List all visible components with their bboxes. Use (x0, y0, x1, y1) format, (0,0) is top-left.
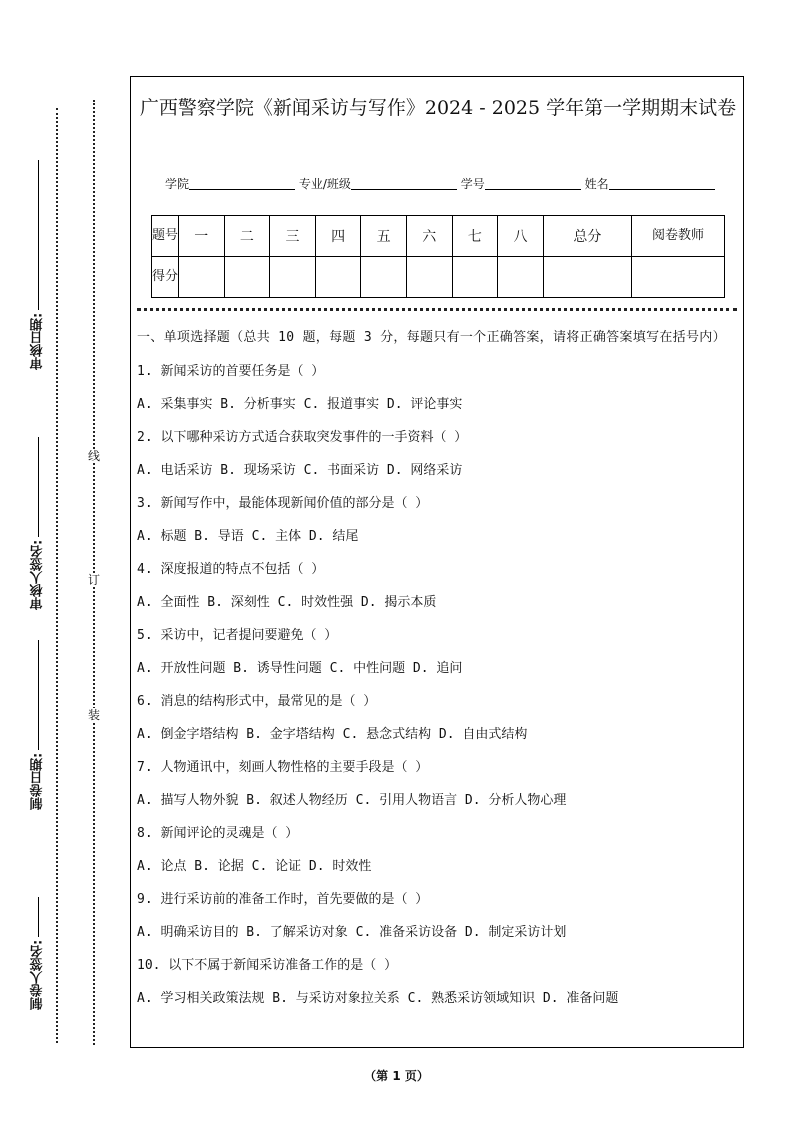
exam-date-text: 制卷日期: (30, 752, 46, 810)
score-cell[interactable] (270, 257, 316, 298)
question-7: 7. 人物通讯中，刻画人物性格的主要手段是（ ） (137, 760, 429, 775)
section-1-heading: 一、单项选择题（总共 10 题，每题 3 分，每题只有一个正确答案，请将正确答案填写在括号内） (137, 330, 726, 345)
col-head-grader: 阅卷教师 (632, 216, 725, 257)
student-id-label: 学号 (460, 177, 485, 191)
col-head-4: 四 (315, 216, 361, 257)
exam-date-label (20, 620, 56, 810)
college-blank[interactable] (189, 177, 295, 190)
binding-margin (0, 0, 128, 1122)
question-10: 10. 以下不属于新闻采访准备工作的是（ ） (137, 958, 398, 973)
question-9: 9. 进行采访前的准备工作时，首先要做的是（ ） (137, 892, 429, 907)
score-cell[interactable] (179, 257, 225, 298)
score-table-header-row (152, 216, 725, 257)
question-3: 3. 新闻写作中，最能体现新闻价值的部分是（ ） (137, 496, 429, 511)
major-class-blank[interactable] (351, 177, 457, 190)
name-label: 姓名 (584, 177, 609, 191)
section-1 (137, 327, 741, 1015)
reviewer-signature-text: 审核人签名: (30, 539, 46, 610)
student-id-blank[interactable] (485, 177, 581, 190)
student-info-row (165, 175, 715, 192)
name-blank[interactable] (609, 177, 715, 190)
question-4: 4. 深度报道的特点不包括（ ） (137, 562, 325, 577)
question-4-options: A. 全面性 B. 深刻性 C. 时效性强 D. 揭示本质 (137, 595, 437, 610)
score-cell-grader[interactable] (632, 257, 725, 298)
col-head-7: 七 (452, 216, 498, 257)
page-number: （第 1 页） (364, 1069, 429, 1083)
score-cell[interactable] (406, 257, 452, 298)
review-date-blank[interactable] (37, 160, 39, 310)
exam-title: 广西警察学院《新闻采访与写作》2024 - 2025 学年第一学期期末试卷 (139, 97, 737, 119)
exam-date-blank[interactable] (37, 640, 39, 750)
score-cell[interactable] (452, 257, 498, 298)
row-head-question-number: 题号 (152, 216, 179, 257)
question-6-options: A. 倒金字塔结构 B. 金字塔结构 C. 悬念式结构 D. 自由式结构 (137, 727, 528, 742)
reviewer-signature-label (20, 420, 56, 610)
question-7-options: A. 描写人物外貌 B. 叙述人物经历 C. 引用人物语言 D. 分析人物心理 (137, 793, 567, 808)
question-10-options: A. 学习相关政策法规 B. 与采访对象拉关系 C. 熟悉采访领域知识 D. 准备问题 (137, 991, 619, 1006)
score-cell-total[interactable] (543, 257, 631, 298)
score-table-score-row (152, 257, 725, 298)
question-1: 1. 新闻采访的首要任务是（ ） (137, 364, 325, 379)
review-date-text: 审核日期: (30, 312, 46, 370)
question-5: 5. 采访中，记者提问要避免（ ） (137, 628, 338, 643)
question-3-options: A. 标题 B. 导语 C. 主体 D. 结尾 (137, 529, 359, 544)
row-head-score: 得分 (152, 257, 179, 298)
major-class-label: 专业/班级 (298, 177, 351, 191)
score-cell[interactable] (315, 257, 361, 298)
maker-signature-label (20, 880, 56, 1010)
col-head-6: 六 (406, 216, 452, 257)
maker-signature-blank[interactable] (37, 897, 39, 937)
col-head-total: 总分 (543, 216, 631, 257)
exam-frame (130, 76, 744, 1048)
question-6: 6. 消息的结构形式中，最常见的是（ ） (137, 694, 377, 709)
reviewer-signature-blank[interactable] (37, 437, 39, 537)
question-8: 8. 新闻评论的灵魂是（ ） (137, 826, 299, 841)
score-cell[interactable] (498, 257, 544, 298)
maker-signature-text: 制卷人签名: (30, 939, 46, 1010)
question-2: 2. 以下哪种采访方式适合获取突发事件的一手资料（ ） (137, 430, 468, 445)
question-5-options: A. 开放性问题 B. 诱导性问题 C. 中性问题 D. 追问 (137, 661, 463, 676)
score-cell[interactable] (224, 257, 270, 298)
dotted-binding-line-outer (56, 108, 58, 1043)
score-table (151, 215, 725, 298)
score-cell[interactable] (361, 257, 407, 298)
col-head-5: 五 (361, 216, 407, 257)
question-2-options: A. 电话采访 B. 现场采访 C. 书面采访 D. 网络采访 (137, 463, 463, 478)
col-head-1: 一 (179, 216, 225, 257)
college-label: 学院 (165, 177, 190, 191)
question-1-options: A. 采集事实 B. 分析事实 C. 报道事实 D. 评论事实 (137, 397, 463, 412)
binding-word-staple: 订 (87, 573, 100, 587)
question-8-options: A. 论点 B. 论据 C. 论证 D. 时效性 (137, 859, 372, 874)
col-head-3: 三 (270, 216, 316, 257)
question-9-options: A. 明确采访目的 B. 了解采访对象 C. 准备采访设备 D. 制定采访计划 (137, 925, 567, 940)
col-head-8: 八 (498, 216, 544, 257)
dotted-divider (137, 308, 737, 311)
review-date-label (20, 150, 56, 370)
binding-word-line: 线 (87, 449, 100, 463)
col-head-2: 二 (224, 216, 270, 257)
binding-word-bind: 装 (87, 708, 100, 722)
